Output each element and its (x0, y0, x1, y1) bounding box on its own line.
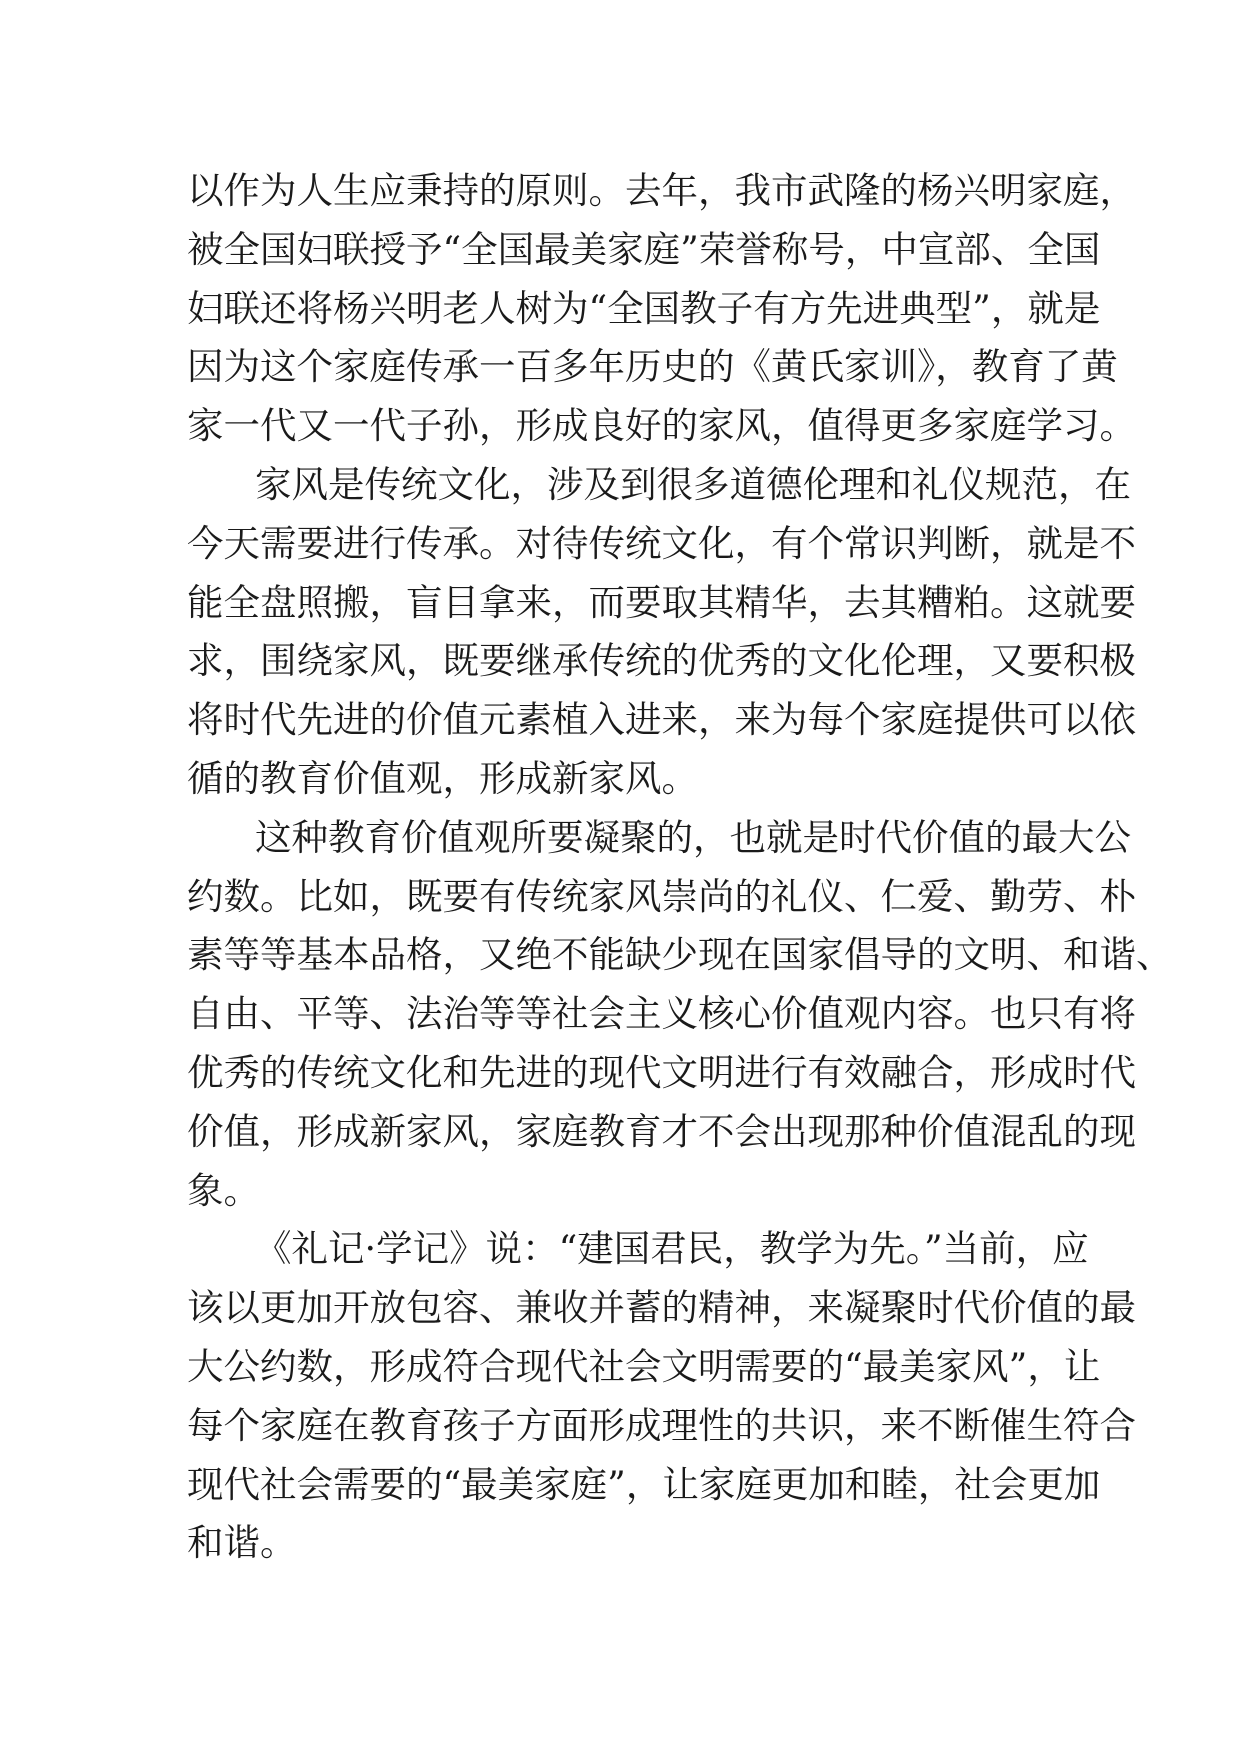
text-line: 家风是传统文化，涉及到很多道德伦理和礼仪规范，在 (255, 462, 1131, 506)
text-line: 象。 (187, 1168, 260, 1212)
text-line: 以作为人生应秉持的原则。去年，我市武隆的杨兴明家庭， (187, 169, 1136, 212)
text-line: 《礼记·学记》说：“建国君民，教学为先。”当前，应 (255, 1227, 1089, 1271)
text-line: 素等等基本品格，又绝不能缺少现在国家倡导的文明、和谐、 (187, 933, 1173, 977)
text-line: 每个家庭在教育孩子方面形成理性的共识，来不断催生符合 (187, 1403, 1136, 1447)
paragraph-1 (187, 162, 1136, 456)
paragraph-4 (187, 1220, 1136, 1573)
article-body (187, 162, 1173, 1573)
text-line: 将时代先进的价值元素植入进来，来为每个家庭提供可以依 (187, 698, 1136, 742)
text-line: 自由、平等、法治等等社会主义核心价值观内容。也只有将 (187, 992, 1136, 1036)
text-line: 家一代又一代子孙，形成良好的家风，值得更多家庭学习。 (187, 404, 1136, 448)
paragraph-2 (187, 456, 1136, 809)
text-line: 价值，形成新家风，家庭教育才不会出现那种价值混乱的现 (187, 1109, 1136, 1153)
text-line: 大公约数，形成符合现代社会文明需要的“最美家风”，让 (187, 1344, 1101, 1388)
text-line: 和谐。 (187, 1521, 297, 1565)
text-line: 能全盘照搬，盲目拿来，而要取其精华，去其糟粕。这就要 (187, 580, 1136, 624)
text-line: 求，围绕家风，既要继承传统的优秀的文化伦理，又要积极 (187, 639, 1136, 683)
text-line: 循的教育价值观，形成新家风。 (187, 756, 698, 800)
text-line: 该以更加开放包容、兼收并蓄的精神，来凝聚时代价值的最 (187, 1286, 1136, 1330)
text-line: 这种教育价值观所要凝聚的，也就是时代价值的最大公 (255, 815, 1131, 859)
text-line: 优秀的传统文化和先进的现代文明进行有效融合，形成时代 (187, 1050, 1136, 1094)
paragraph-3 (187, 809, 1173, 1221)
text-line: 妇联还将杨兴明老人树为“全国教子有方先进典型”，就是 (187, 286, 1101, 330)
text-line: 今天需要进行传承。对待传统文化，有个常识判断，就是不 (187, 521, 1136, 565)
text-line: 因为这个家庭传承一百多年历史的《黄氏家训》，教育了黄 (187, 345, 1118, 389)
text-line: 被全国妇联授予“全国最美家庭”荣誉称号，中宣部、全国 (187, 227, 1101, 271)
text-line: 现代社会需要的“最美家庭”，让家庭更加和睦，社会更加 (187, 1462, 1101, 1506)
text-line: 约数。比如，既要有传统家风崇尚的礼仪、仁爱、勤劳、朴 (187, 874, 1136, 918)
